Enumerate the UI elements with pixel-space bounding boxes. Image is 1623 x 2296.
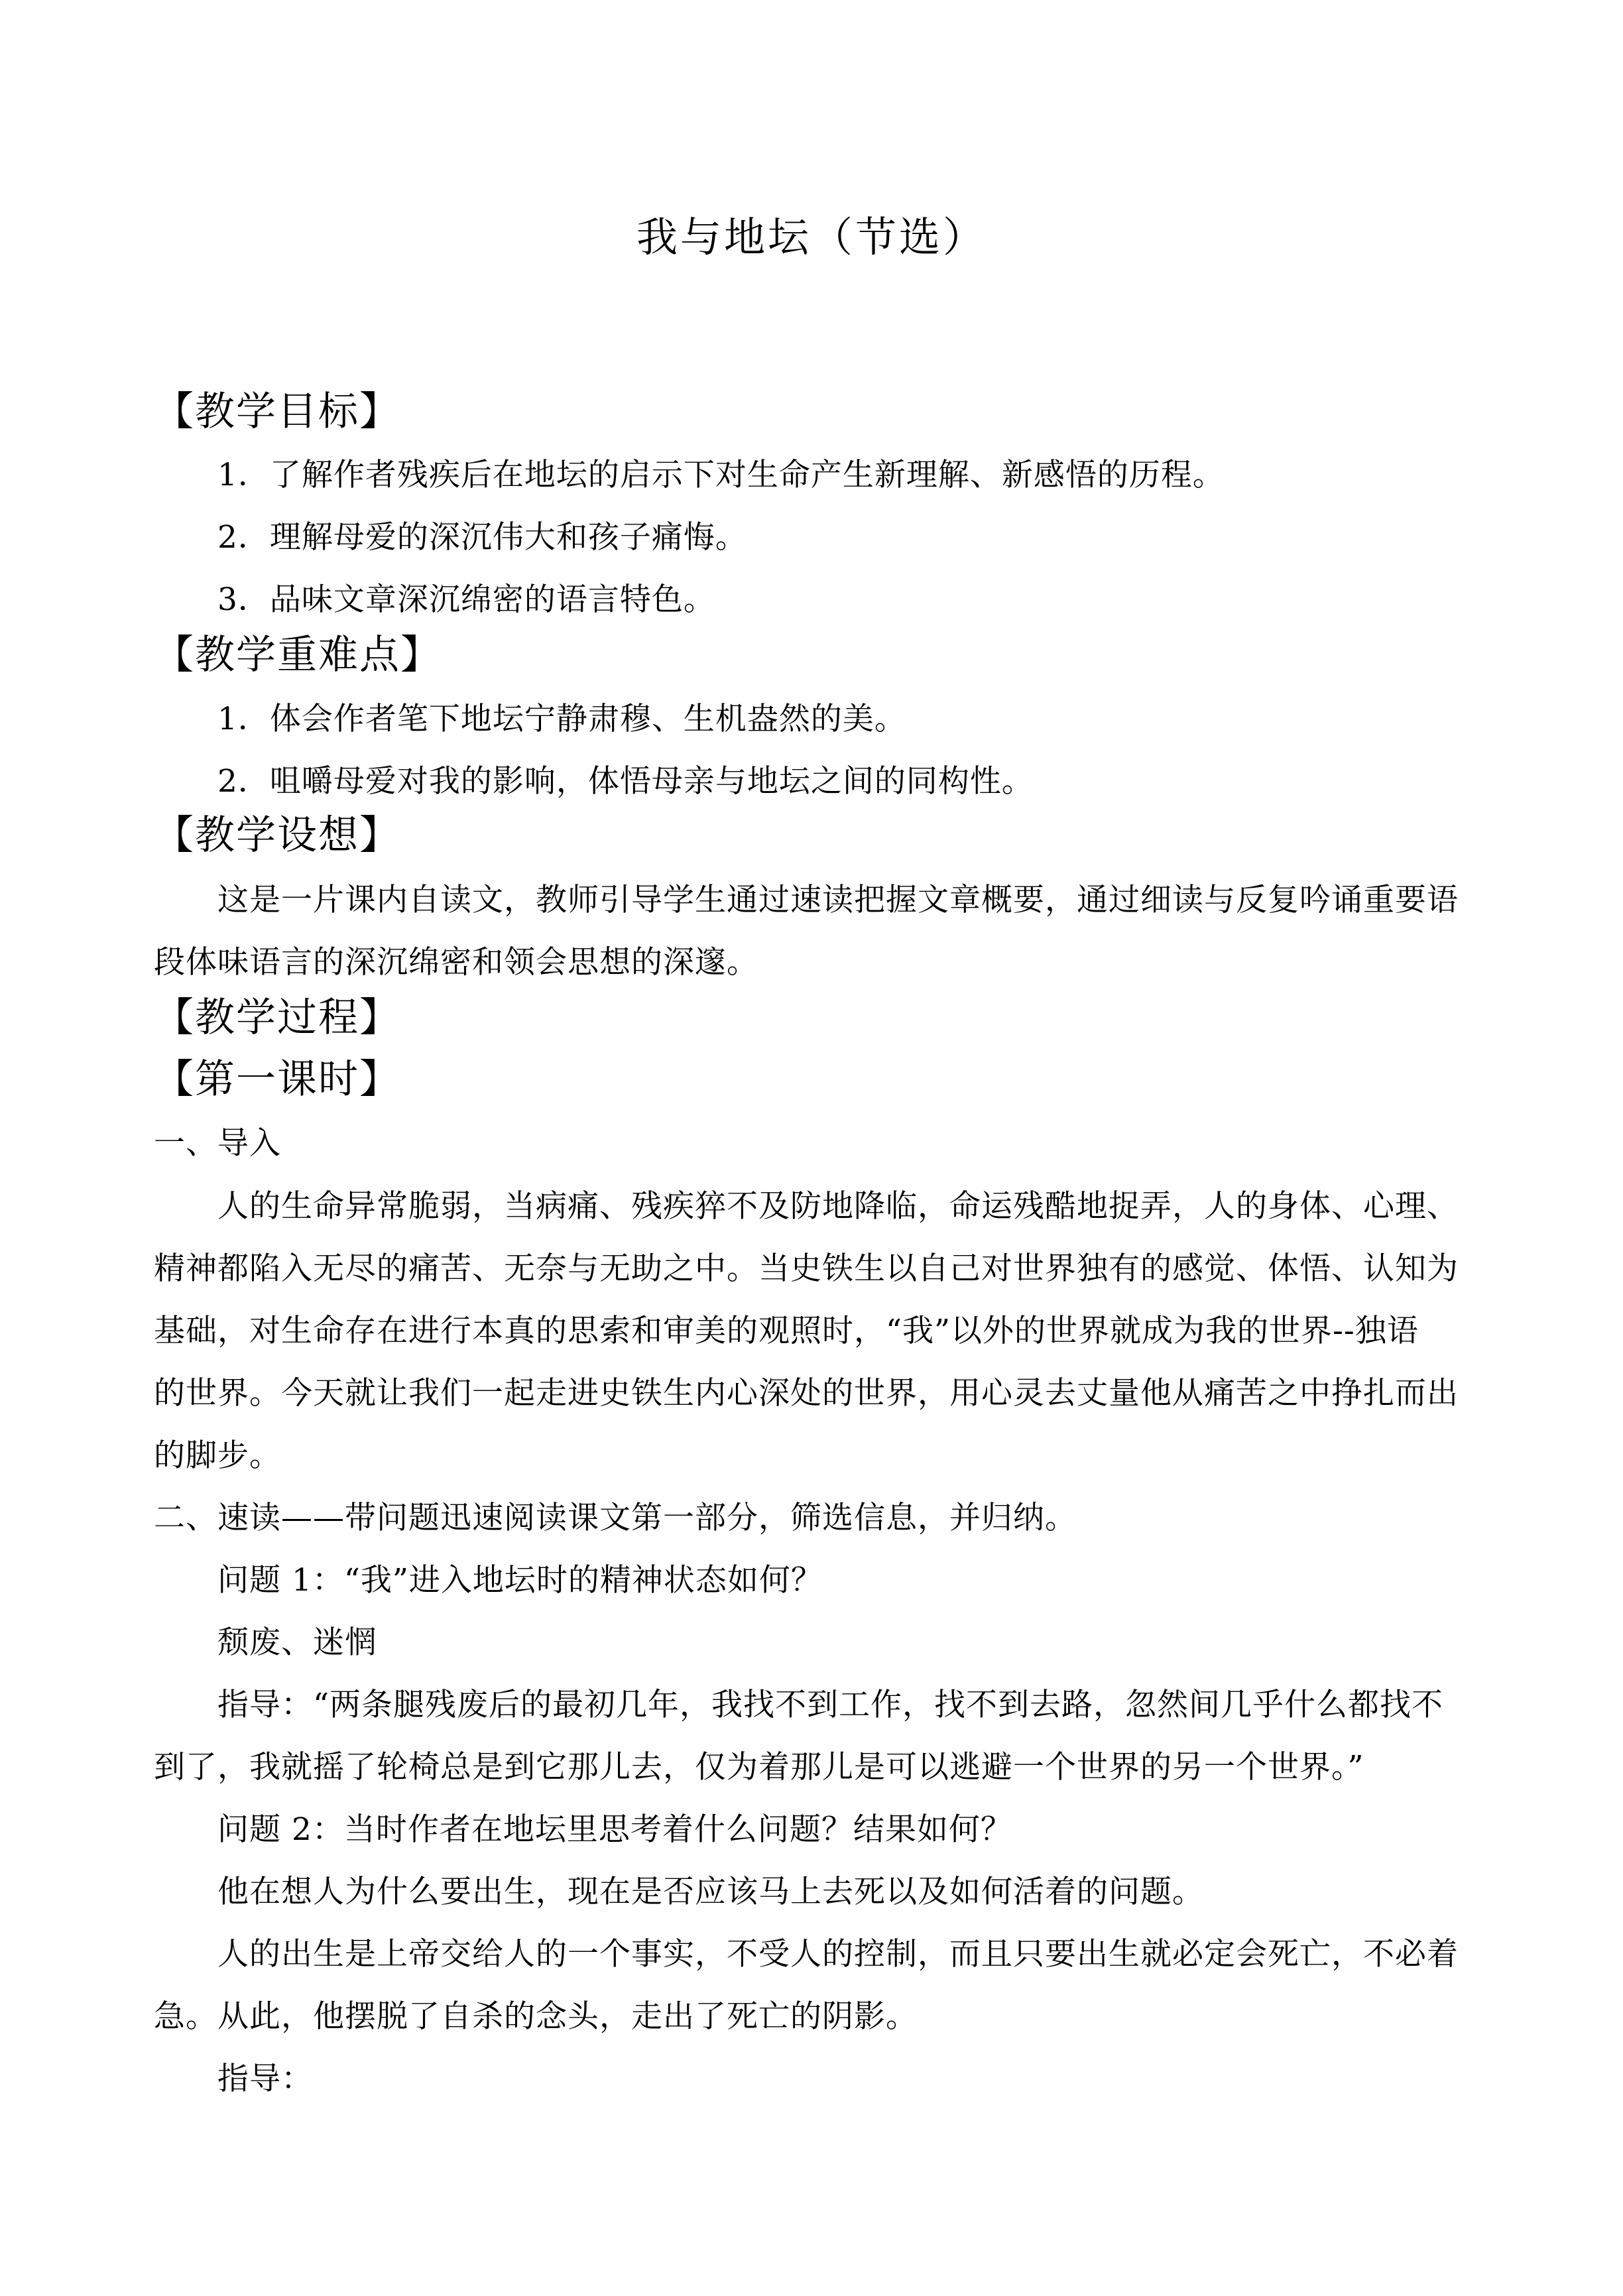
answer-2: 他在想人为什么要出生，现在是否应该马上去死以及如何活着的问题。 [217,1874,1204,1910]
intro-paragraph-line: 的世界。今天就让我们一起走进史铁生内心深处的世界，用心灵去丈量他从痛苦之中挣扎而出 [154,1375,1459,1412]
concept-paragraph-line: 段体味语言的深沉绵密和领会思想的深邃。 [154,944,758,981]
answer-1: 颓废、迷惘 [217,1624,377,1661]
section-heading-process: 【教学过程】 [154,995,400,1041]
section-heading-key-points: 【教学重难点】 [154,632,442,678]
answer-2b-line: 人的出生是上帝交给人的一个事实，不受人的控制，而且只要出生就必定会死亡，不必着 [217,1936,1459,1972]
key-point-item: 1．体会作者笔下地坛宁静肃穆、生机盎然的美。 [217,701,906,737]
intro-paragraph-line: 人的生命异常脆弱，当病痛、残疾猝不及防地降临，命运残酷地捉弄，人的身体、心理、 [217,1188,1459,1225]
intro-paragraph-line: 的脚步。 [154,1437,281,1474]
guidance-1-line: 指导：“两条腿残废后的最初几年，我找不到工作，找不到去路，忽然间几乎什么都找不 [217,1687,1444,1723]
subheading-intro: 一、导入 [154,1125,281,1162]
guidance-1-line: 到了，我就摇了轮椅总是到它那儿去，仅为着那儿是可以逃避一个世界的另一个世界。” [154,1749,1364,1785]
intro-paragraph-line: 基础，对生命存在进行本真的思索和审美的观照时，“我”以外的世界就成为我的世界--独语 [154,1313,1419,1349]
concept-paragraph-line: 这是一片课内自读文，教师引导学生通过速读把握文章概要，通过细读与反复吟诵重要语 [217,882,1459,918]
document-title: 我与地坛（节选） [636,213,987,261]
intro-paragraph-line: 精神都陷入无尽的痛苦、无奈与无助之中。当史铁生以自己对世界独有的感觉、体悟、认知为 [154,1250,1459,1287]
section-heading-objectives: 【教学目标】 [154,389,400,435]
question-2: 问题 2：当时作者在地坛里思考着什么问题？结果如何？ [217,1811,1012,1848]
answer-2b-line: 急。从此，他摆脱了自杀的念头，走出了死亡的阴影。 [154,1998,918,2035]
objective-item: 2．理解母爱的深沉伟大和孩子痛悔。 [217,519,747,556]
guidance-2: 指导： [217,2061,313,2097]
objective-item: 1．了解作者残疾后在地坛的启示下对生命产生新理解、新感悟的历程。 [217,457,1225,493]
question-1: 问题 1：“我”进入地坛时的精神状态如何？ [217,1562,823,1599]
subheading-speed-reading: 二、速读——带问题迅速阅读课文第一部分，筛选信息，并归纳。 [154,1500,1077,1536]
key-point-item: 2．咀嚼母爱对我的影响，体悟母亲与地坛之间的同构性。 [217,763,1034,800]
section-heading-concept: 【教学设想】 [154,812,400,859]
section-heading-lesson1: 【第一课时】 [154,1056,400,1103]
objective-item: 3．品味文章深沉绵密的语言特色。 [217,581,715,618]
